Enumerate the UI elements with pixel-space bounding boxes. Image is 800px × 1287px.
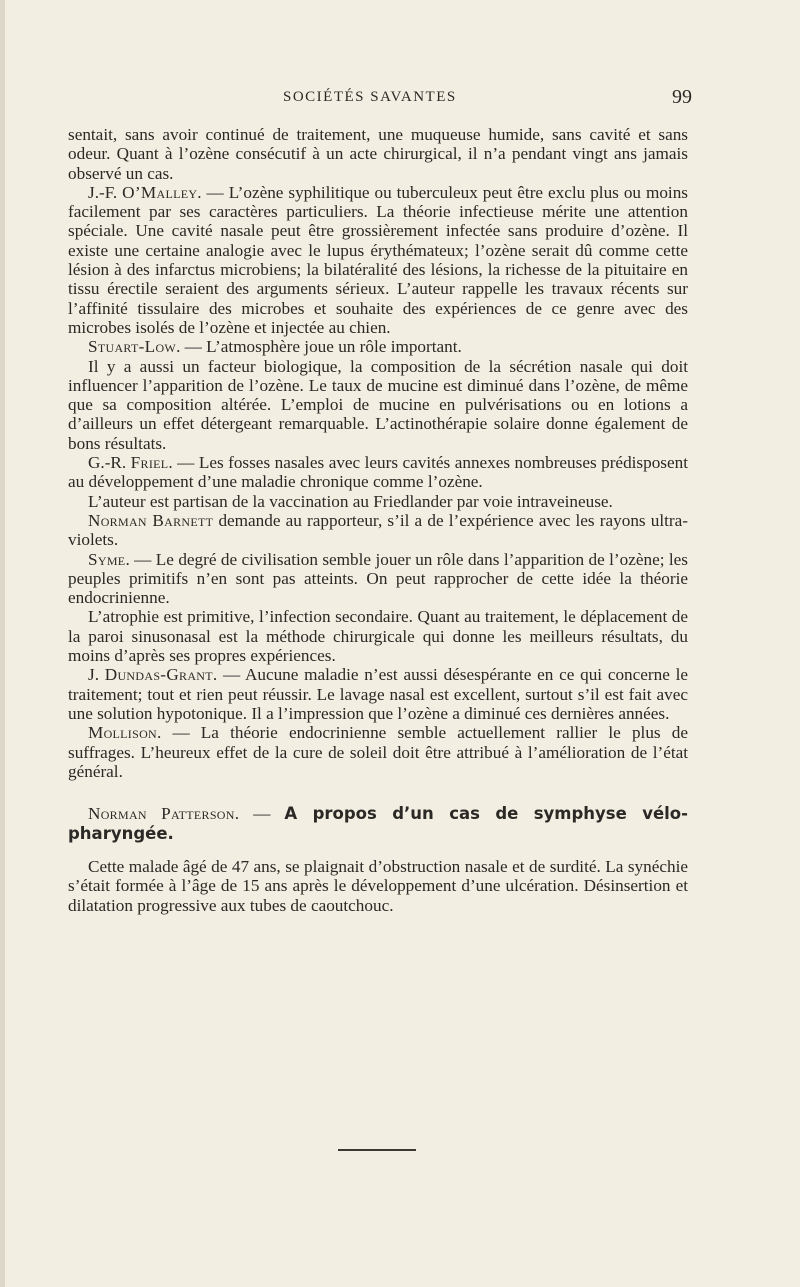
paragraph-text: . — L’ozène syphilitique ou tuberculeux peut être exclu plus ou moins facilement par ses caractères particuliers. La théorie infectieuse mérite une attention spéciale. Une cavité nasale peut être grossièrement infectée sans produire d’ozène. Il existe une certaine analogie avec le lupus érythémateux; l’ozène serait dû comme cette lésion à des infarctus microbiens; la bilatéralité des lésions, la richesse de la pituitaire en tissu érectile seraient des arguments sérieux. L’auteur rappelle les travaux récents sur l’affinité tissulaire des microbes et souhaite des expériences de ce genre avec des microbes isolés de l’ozène et injectée au chien. (68, 182, 688, 337)
page-header (0, 86, 800, 112)
paragraph (68, 357, 688, 453)
article-title-dash: — (239, 804, 285, 824)
page-edge-shadow (0, 0, 5, 1287)
speaker-name: Mollison (88, 723, 158, 743)
discussion-paragraphs (68, 125, 688, 781)
body-text (68, 125, 688, 915)
paragraph-text: . — Aucune maladie n’est aussi désespérante en ce qui concerne le traitement; tout et rien peut réussir. Le lavage nasal est excellent, surtout s’il est fait avec une solution hypotonique. Il a l’impression que l’ozène a diminué ces dernières années. (68, 665, 688, 723)
running-head: SOCIÉTÉS SAVANTES (283, 89, 457, 105)
speaker-name: Syme (88, 549, 126, 569)
paragraph (68, 511, 688, 550)
paragraph-text: . — L’atmosphère joue un rôle important. (176, 337, 462, 357)
paragraph (68, 125, 688, 183)
paragraph (68, 492, 688, 511)
paragraph-text: J.-F. (88, 182, 123, 202)
paragraph-text: sentait, sans avoir continué de traitement, une muqueuse humide, sans cavité et sans odeur. Quant à l’ozène consécutif à un acte chirurgical, il n’a pendant vingt ans jamais observé un cas. (68, 125, 688, 183)
speaker-name: Dundas-Grant (104, 665, 213, 685)
page-number: 99 (672, 86, 692, 108)
article-paragraph: Cette malade âgé de 47 ans, se plaignait d’obstruction nasale et de surdité. La synéchie s’était formée à l’âge de 15 ans après le développement d’une ulcération. Désinsertion et dilatation progressive aux tubes de caoutchouc. (68, 857, 688, 915)
paragraph-text: L’auteur est partisan de la vaccination au Friedlander par voie intraveineuse. (88, 491, 613, 511)
paragraph (68, 183, 688, 337)
article-topic: A propos d’un cas de symphyse vélo-pharyngée. (68, 804, 688, 844)
paragraph (68, 337, 688, 356)
paragraph (68, 607, 688, 665)
speaker-name: Friel (130, 453, 169, 473)
paragraph-text: demande au rapporteur, s’il a de l’expérience avec les rayons ultra-violets. (68, 510, 689, 550)
paragraph-text: Il y a aussi un facteur biologique, la composition de la sécrétion nasale qui doit influencer l’apparition de l’ozène. Le taux de mucine est diminué dans l’ozène, de même que sa composition altérée. L’emploi de mucine en pulvérisations ou en lotions a d’ailleurs un effet détergeant remarquable. L’actinothérapie solaire donne également de bons résultats. (68, 356, 688, 453)
paragraph-text: . — Le degré de civilisation semble jouer un rôle dans l’apparition de l’ozène; les peuples primitifs n’en sont pas atteints. On peut rapprocher de cette idée la théorie endocrinienne. (68, 549, 688, 608)
speaker-name: O’Malley (122, 182, 198, 202)
speaker-name: Stuart-Low (88, 337, 177, 357)
paragraph (68, 550, 688, 608)
paragraph-text: J. (88, 665, 105, 685)
paragraph-text: L’atrophie est primitive, l’infection secondaire. Quant au traitement, le déplacement de la paroi sinusonasal est la méthode chirurgicale qui donne les meilleurs résultats, du moins d’après ses propres expériences. (68, 607, 688, 666)
paragraph-text: . — La théorie endocrinienne semble actuellement rallier le plus de suffrages. L’heureux effet de la cure de soleil doit être attribué à l’amélioration de l’état général. (68, 723, 688, 781)
paragraph (68, 723, 688, 781)
article-title (68, 804, 688, 844)
end-rule (338, 1149, 416, 1151)
paragraph-text: G.-R. (88, 453, 131, 473)
paragraph (68, 453, 688, 492)
article-author: Norman Patterson. (88, 804, 240, 824)
paragraph-text: . — Les fosses nasales avec leurs cavités annexes nombreuses prédisposent au développement d’une maladie chronique comme l’ozène. (68, 453, 688, 492)
paragraph (68, 665, 688, 723)
speaker-name: Norman Barnett (88, 510, 214, 530)
